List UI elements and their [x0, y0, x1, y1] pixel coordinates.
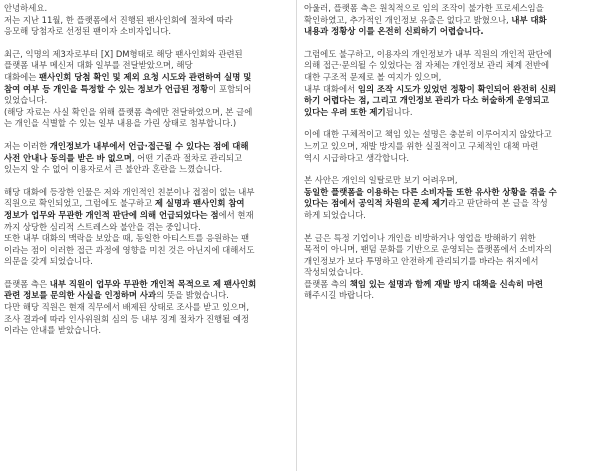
body-text: 본 글은 특정 기업이나 개인을 비방하거나 영업을 방해하기 위한 목적이 아니며, 팬덤 문화를 기반으로 운영되는 플랫폼에서 소비자의 개인정보가 보다 투명하고 안전하게 관리되기를 바라는 취지에서 작성되었습니다. 플랫폼 측의: [304, 232, 552, 289]
left-column-paragraph: [4, 187, 282, 268]
column-divider: [296, 0, 297, 471]
emphasized-text: 내부 대화 내용과 정황상 이를 온전히 신뢰하기 어렵습니다.: [304, 14, 547, 37]
emphasized-text: 동일한 플랫폼을 이용하는 다른 소비자들 또한 유사한 상황을 겪을 수 있다는 점에서 공익적 차원의 문제 제기: [304, 186, 557, 209]
body-text: 라고 판단하여 본 글을 작성 하게 되었습니다.: [304, 198, 548, 220]
body-text: 해당 대화에 등장한 인물은 저와 개인적인 친분이나 접점이 없는 내부 직원으로 확인되었고, 그럼에도 불구하고: [4, 186, 255, 209]
right-column-paragraph: [304, 129, 582, 164]
right-column-paragraph: [304, 175, 582, 221]
right-column-paragraph: [304, 233, 582, 303]
left-column-paragraph: [4, 3, 282, 38]
right-column-paragraph: [304, 49, 582, 119]
left-column-paragraph: [4, 279, 282, 337]
body-text: 저는 이러한: [4, 140, 50, 151]
left-column: [0, 0, 286, 348]
body-text: 의 뜻을 밝혔습니다. 다만 해당 직원은 현재 직무에서 배제된 상태로 조사를 받고 있으며, 조사 결과에 따라 인사위원회 심의 등 내부 징계 절차가 진행될 예정 이라는 안내를 받았습니다.: [4, 290, 250, 336]
body-text: 에서 현재 까지 상당한 심리적 스트레스와 불안을 겪는 중입니다. 또한 내부 대화의 맥락을 보았을 때, 동일한 아티스트를 응원하는 팬 이라는 점이 이러한 접근 과정에 영향을 미친 것은 아닌지에 대해서도 의문을 갖게 되었습니다.: [4, 209, 255, 267]
emphasized-text: 책임 있는 설명과 함께 재발 방지 대책을 신속히 마련: [349, 278, 544, 289]
body-text: 안녕하세요. 저는 지난 11월, 한 플랫폼에서 진행된 팬사인회에 절차에 따라 응모해 당첨자로 선정된 팬이자 소비자입니다.: [4, 3, 233, 37]
body-text: 이 포함되어 있었습니다. (해당 자료는 사실 확인을 위해 플랫폼 측에만 전달하였으며, 본 글에 는 개인을 식별할 수 있는 일부 내용을 가린 상태로 첨부합니다.): [4, 83, 253, 129]
body-text: 그럼에도 불구하고, 이용자의 개인정보가 내부 직원의 개인적 판단에 의해 접근·문의될 수 있었다는 점 자체는 개인정보 관리 체계 전반에 대한 구조적 문제로 볼 여지가 있으며, 내부 대화에서: [304, 48, 552, 94]
right-column: [300, 0, 586, 313]
emphasized-text: 내부 직원이 업무와 무관한 개인적 목적으로 제 팬사인회 관련 정보를 문의한 사실을 인정하며 사과: [4, 278, 257, 301]
body-text: 플랫폼 측은: [4, 278, 50, 289]
left-column-paragraph: [4, 49, 282, 130]
body-text: 최근, 익명의 제3자로부터 [X] DM형태로 해당 팬사인회와 관련된 플랫폼 내부 메신저 대화 일부를 전달받았으며, 해당 대화에는: [4, 48, 243, 82]
emphasized-text: 팬사인회 당첨 확인 및 제외 요청 시도와 관련하여 실명 및 참여 여부 등 개인을 특정할 수 있는 정보가 언급된 정황: [4, 71, 252, 94]
emphasized-text: 제 실명과 팬사인회 참여 정보가 업무와 무관한 개인적 판단에 의해 언급되었다는 점: [4, 198, 245, 220]
body-text: 아울러, 플랫폼 측은 원칙적으로 임의 조작이 불가한 프로세스임을 확인하였고, 추가적인 개인정보 유출은 없다고 밝혔으나,: [304, 3, 544, 25]
right-column-paragraph: [304, 3, 582, 38]
body-text: , 어떤 기준과 절차로 관리되고 있는지 알 수 없어 이용자로서 큰 불안과 혼란을 느꼈습니다.: [4, 152, 243, 175]
emphasized-text: 임의 조작 시도가 있었던 정황이 확인되어 완전히 신뢰 하기 어렵다는 점, 그리고 개인정보 관리가 다소 허술하게 운영되고 있다는 우려 또한 제기: [304, 83, 557, 117]
body-text: 해주시길 바랍니다.: [304, 290, 375, 301]
body-text: 됩니다.: [385, 106, 413, 117]
emphasized-text: 개인정보가 내부에서 언급·접근될 수 있다는 점에 대해 사전 안내나 동의를 받은 바 없으며: [4, 140, 249, 163]
left-column-paragraph: [4, 141, 282, 176]
body-text: 이에 대한 구체적이고 책임 있는 설명은 충분히 이루어지지 않았다고 느끼고 있으며, 재발 방지를 위한 실질적이고 구체적인 대책 마련 역시 시급하다고 생각합니다.: [304, 129, 552, 163]
body-text: 본 사안은 개인의 일탈로만 보기 어려우며,: [304, 175, 458, 186]
